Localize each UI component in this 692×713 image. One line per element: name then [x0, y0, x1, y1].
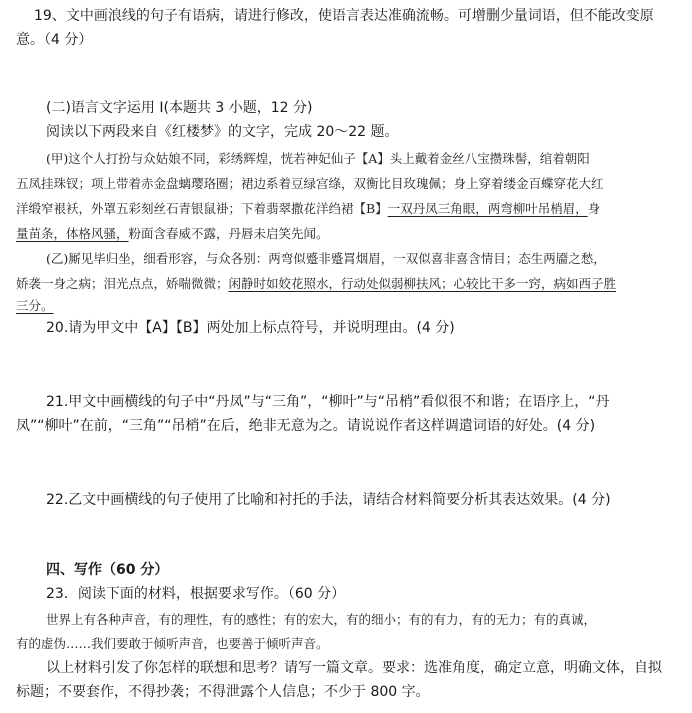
jia-underlined-sentence-b: 量苗条，体格风骚，	[16, 226, 129, 241]
jia-line3	[16, 199, 600, 219]
jia-line2: 五凤挂珠钗；项上带着赤金盘螭璎珞圈；裙边系着豆绿宫绦，双衡比目玫瑰佩；身上穿着缕金百蝶穿花大红	[16, 176, 604, 191]
yi-line2-text: 娇袭一身之病；泪光点点，娇喘微微；	[16, 276, 229, 291]
jia-underlined-sentence-a: 一双丹凤三角眼，两弯柳叶吊梢眉，	[387, 201, 588, 216]
jia-line3-end: 身	[587, 201, 601, 216]
q21-line1: 21.甲文中画横线的句子中“丹凤”与“三角”，“柳叶”与“吊梢”看似很不和谐；在语序上，“丹	[46, 394, 610, 410]
section2-heading: (二)语言文字运用 I(本题共 3 小题，12 分)	[46, 100, 313, 116]
yi-line3	[16, 296, 54, 316]
q19-line1: 19、文中画浪线的句子有语病，请进行修改，使语言表达准确流畅。可增删少量词语，但不能改变原	[34, 8, 654, 24]
q21-line2: 凤”“柳叶”在前，“三角”“吊梢”在后，绝非无意为之。请说说作者这样调遣词语的好处。(4 分)	[16, 418, 596, 434]
jia-line1: (甲)这个人打扮与众姑娘不同，彩绣辉煌，恍若神妃仙子【A】头上戴着金丝八宝攒珠髻，绾着朝阳	[46, 151, 590, 166]
yi-line2	[16, 274, 616, 294]
section2-intro: 阅读以下两段来自《红楼梦》的文字，完成 20～22 题。	[46, 124, 399, 140]
jia-line4-rest: 粉面含春威不露，丹唇未启笑先闻。	[128, 226, 329, 241]
jia-line4	[16, 224, 329, 244]
section4-heading: 四、写作（60 分）	[46, 562, 169, 578]
requirements-line1: 以上材料引发了你怎样的联想和思考？请写一篇文章。要求：选准角度，确定立意，明确文体，自拟	[46, 660, 662, 676]
q19-line2: 意。（4 分）	[16, 32, 93, 48]
material-line2: 有的虚伪……我们要敢于倾听声音，也要善于倾听声音。	[16, 636, 329, 651]
yi-underlined-sentence: 闲静时如姣花照水，行动处似弱柳扶风；心较比干多一窍，病如西子胜	[228, 276, 617, 291]
yi-line1: (乙)厮见毕归坐，细看形容，与众各别：两弯似蹙非蹙罥烟眉，一双似喜非喜含情目；态生两靥之愁，	[46, 251, 606, 266]
material-line1: 世界上有各种声音，有的理性，有的感性；有的宏大，有的细小；有的有力，有的无力；有的真诚，	[46, 612, 597, 627]
question-22: 22.乙文中画横线的句子使用了比喻和衬托的手法，请结合材料简要分析其表达效果。(4 分)	[46, 492, 611, 508]
q23-prompt: 23．阅读下面的材料，根据要求写作。（60 分）	[46, 586, 346, 602]
question-20: 20.请为甲文中【A】【B】两处加上标点符号，并说明理由。(4 分)	[46, 320, 455, 336]
requirements-line2: 标题；不要套作，不得抄袭；不得泄露个人信息；不少于 800 字。	[16, 684, 430, 700]
yi-underlined-end: 三分。	[16, 298, 54, 313]
jia-line3-text: 洋缎窄裉袄，外罩五彩刻丝石青银鼠褂；下着翡翠撒花洋绉裙【B】	[16, 201, 388, 216]
